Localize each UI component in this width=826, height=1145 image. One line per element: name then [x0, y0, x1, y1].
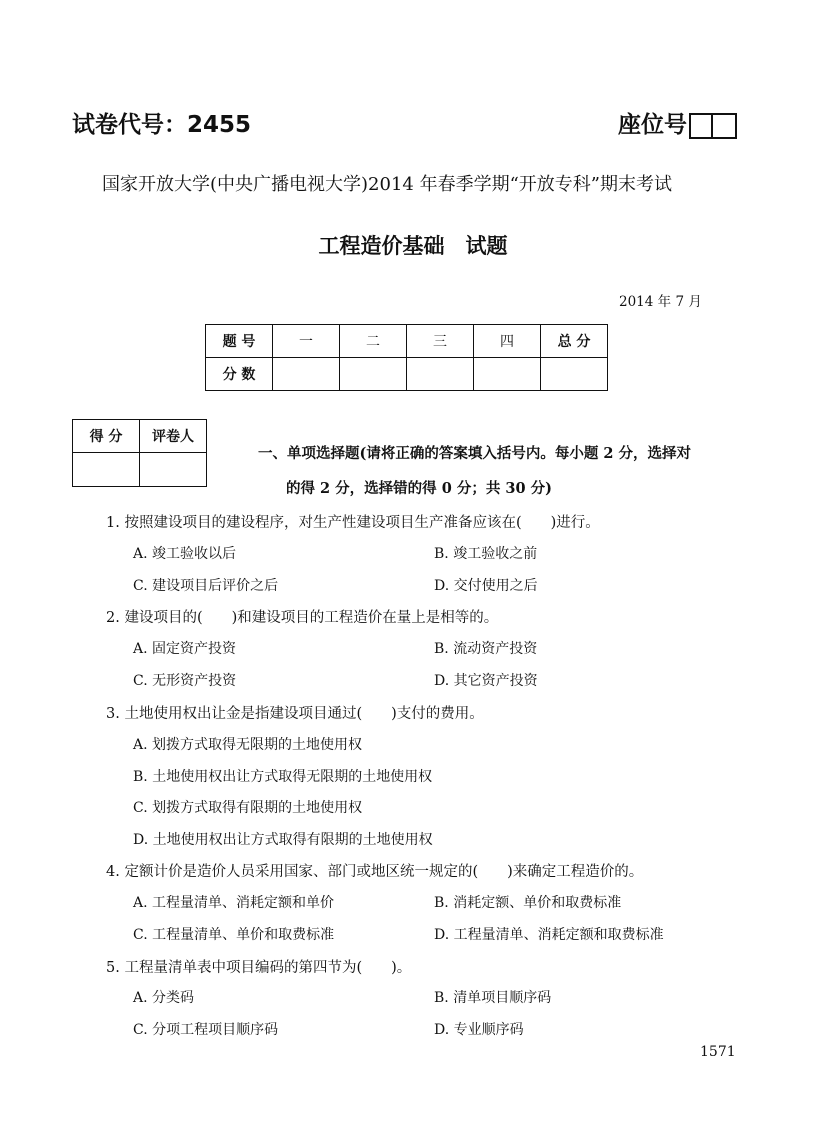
- question-1: 1. 按照建设项目的建设程序，对生产性建设项目生产准备应该在( )进行。: [106, 515, 600, 531]
- grader-score-label: 得 分: [73, 420, 140, 453]
- option-1a: A. 竣工验收以后: [133, 546, 237, 562]
- score-blank-cell: [407, 358, 474, 391]
- score-table: [205, 324, 608, 391]
- option-4c: C. 工程量清单、单价和取费标准: [133, 927, 335, 943]
- option-3d: D. 土地使用权出让方式取得有限期的土地使用权: [133, 832, 433, 848]
- option-5b: B. 清单项目顺序码: [434, 990, 552, 1006]
- seat-box: [713, 113, 737, 139]
- seat-number-label: 座位号: [618, 112, 687, 138]
- seat-box: [689, 113, 713, 139]
- question-4: 4. 定额计价是造价人员采用国家、部门或地区统一规定的( )来确定工程造价的。: [106, 864, 644, 880]
- option-2c: C. 无形资产投资: [133, 673, 237, 689]
- option-3c: C. 划拨方式取得有限期的土地使用权: [133, 800, 363, 816]
- seat-number-boxes: [689, 113, 737, 139]
- score-table-score-row: [206, 358, 608, 391]
- score-blank-cell: [474, 358, 541, 391]
- score-cell: 二: [340, 325, 407, 358]
- option-2d: D. 其它资产投资: [434, 673, 538, 689]
- option-2a: A. 固定资产投资: [133, 641, 237, 657]
- score-blank-cell: [541, 358, 608, 391]
- score-cell: 总 分: [541, 325, 608, 358]
- exam-code: 试卷代号：2455: [72, 112, 252, 138]
- option-5c: C. 分项工程项目顺序码: [133, 1022, 279, 1038]
- question-3: 3. 土地使用权出让金是指建设项目通过( )支付的费用。: [106, 706, 484, 722]
- section-heading: 一、单项选择题(请将正确的答案填入括号内。每小题 2 分，选择对: [258, 445, 692, 462]
- exam-title: 国家开放大学(中央广播电视大学)2014 年春季学期“开放专科”期末考试: [102, 174, 672, 195]
- seat-number: [618, 106, 737, 139]
- question-2: 2. 建设项目的( )和建设项目的工程造价在量上是相等的。: [106, 610, 499, 626]
- subject-title: 工程造价基础 试题: [318, 234, 508, 258]
- option-4d: D. 工程量清单、消耗定额和取费标准: [434, 927, 664, 943]
- option-3a: A. 划拨方式取得无限期的土地使用权: [133, 737, 363, 753]
- section-heading-cont: 的得 2 分，选择错的得 0 分；共 30 分): [286, 480, 553, 497]
- score-cell: 四: [474, 325, 541, 358]
- grader-blank-row: [73, 453, 207, 487]
- score-cell: 一: [273, 325, 340, 358]
- option-4a: A. 工程量清单、消耗定额和单价: [133, 895, 335, 911]
- option-1b: B. 竣工验收之前: [434, 546, 538, 562]
- score-cell: 题 号: [206, 325, 273, 358]
- score-table-header-row: [206, 325, 608, 358]
- option-5a: A. 分类码: [133, 990, 195, 1006]
- exam-date: 2014 年 7 月: [619, 294, 702, 310]
- grader-blank-cell: [73, 453, 140, 487]
- grader-table: [72, 419, 207, 487]
- score-cell: 分 数: [206, 358, 273, 391]
- page-number: 1571: [700, 1044, 736, 1060]
- grader-header-row: [73, 420, 207, 453]
- grader-name-label: 评卷人: [140, 420, 207, 453]
- option-4b: B. 消耗定额、单价和取费标准: [434, 895, 622, 911]
- option-5d: D. 专业顺序码: [434, 1022, 524, 1038]
- option-3b: B. 土地使用权出让方式取得无限期的土地使用权: [133, 769, 433, 785]
- score-blank-cell: [273, 358, 340, 391]
- question-5: 5. 工程量清单表中项目编码的第四节为( )。: [106, 960, 412, 976]
- option-1d: D. 交付使用之后: [434, 578, 538, 594]
- option-1c: C. 建设项目后评价之后: [133, 578, 279, 594]
- grader-blank-cell: [140, 453, 207, 487]
- option-2b: B. 流动资产投资: [434, 641, 538, 657]
- score-blank-cell: [340, 358, 407, 391]
- score-cell: 三: [407, 325, 474, 358]
